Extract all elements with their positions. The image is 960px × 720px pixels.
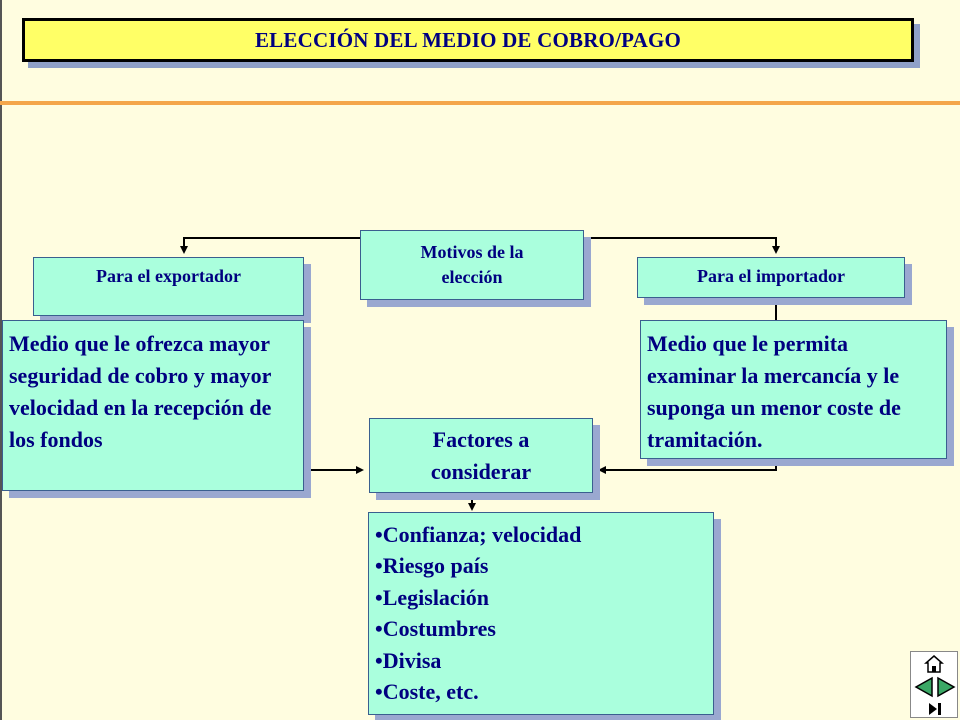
node-importador-label: Para el importador: [697, 266, 845, 286]
home-icon[interactable]: [924, 655, 944, 673]
list-item: • Confianza; velocidad: [375, 519, 713, 550]
page-title: ELECCIÓN DEL MEDIO DE COBRO/PAGO: [254, 27, 682, 52]
node-exportador-detail: [2, 320, 304, 491]
node-motivos: [360, 230, 584, 300]
connector-motivos-importador: [584, 238, 776, 252]
node-exportador: [33, 257, 304, 316]
connector-motivos-exportador: [184, 238, 360, 252]
node-factores-label: Factores a considerar: [430, 426, 532, 484]
navigation-panel: [910, 651, 958, 718]
factores-list: [369, 513, 713, 707]
back-arrow-icon[interactable]: [914, 676, 934, 698]
list-item: • Coste, etc.: [375, 676, 713, 707]
list-item: • Riesgo país: [375, 550, 713, 581]
node-importador-detail: [640, 320, 947, 459]
node-exportador-detail-text: Medio que le ofrezca mayor seguridad de cobro y mayor velocidad en la recepción de los fondos: [9, 331, 272, 452]
node-importador: [637, 257, 905, 298]
list-item: • Legislación: [375, 582, 713, 613]
list-item: • Costumbres: [375, 613, 713, 644]
list-item: • Divisa: [375, 645, 713, 676]
node-importador-detail-text: Medio que le permita examinar la mercancía y le suponga un menor coste de tramitación.: [647, 331, 901, 452]
end-icon[interactable]: [927, 701, 943, 717]
node-motivos-label: Motivos de la elección: [420, 242, 524, 287]
node-factores-list: [368, 512, 714, 715]
node-factores: [369, 418, 593, 493]
node-exportador-label: Para el exportador: [96, 266, 241, 286]
forward-arrow-icon[interactable]: [936, 676, 956, 698]
